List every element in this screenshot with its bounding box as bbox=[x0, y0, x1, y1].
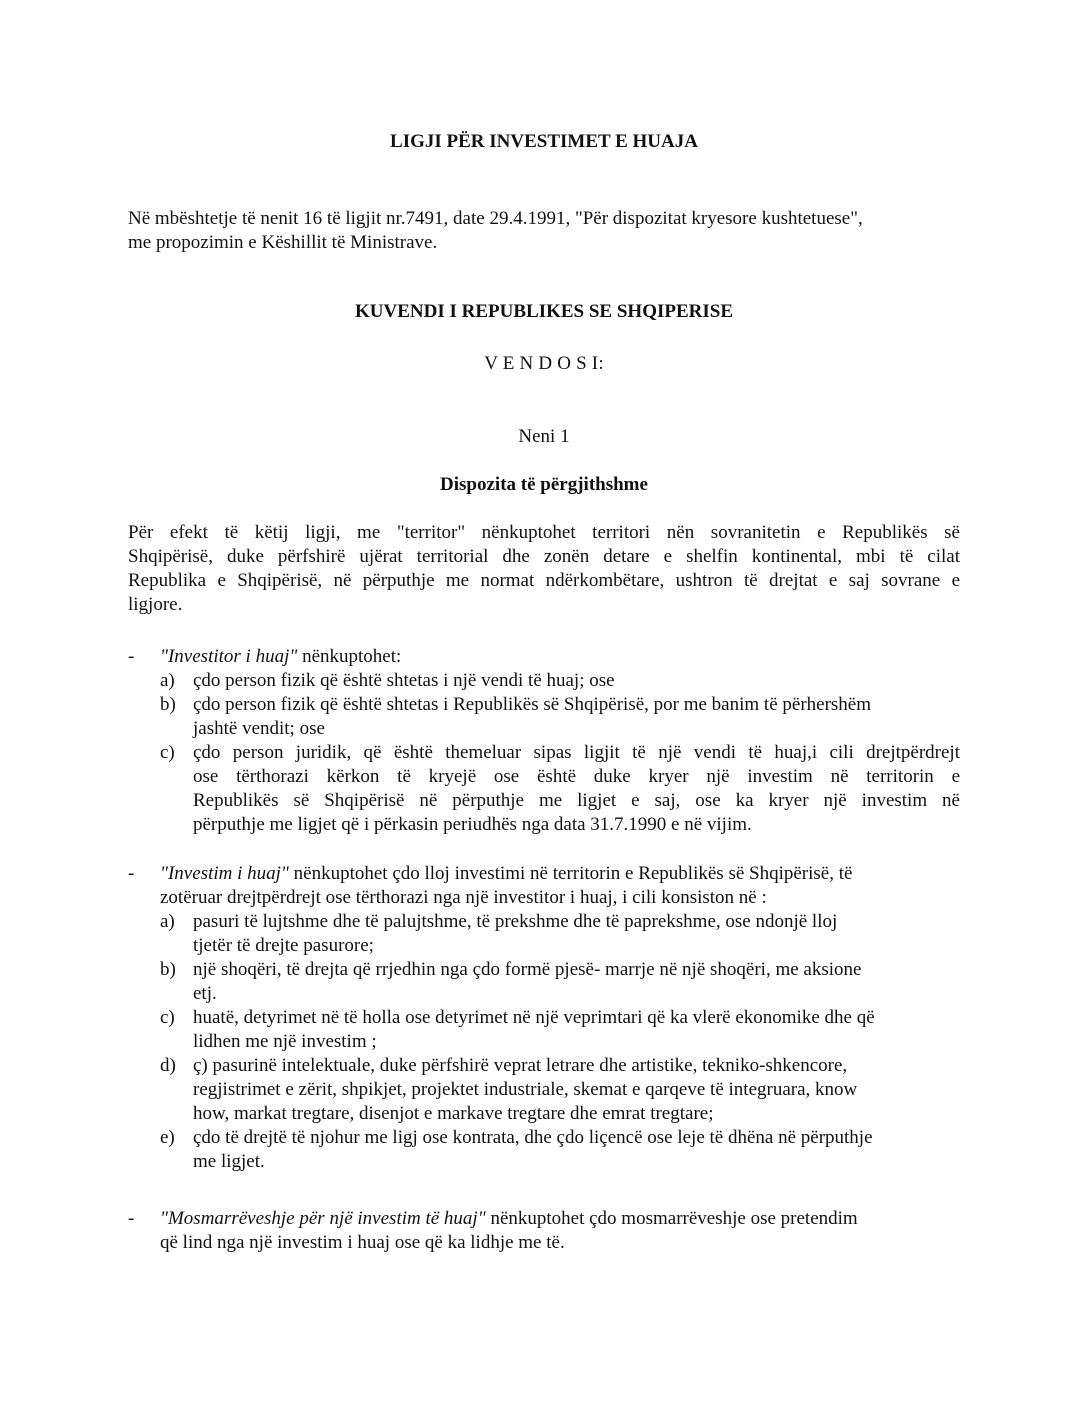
list-item bbox=[160, 741, 960, 837]
document-title: LIGJI PËR INVESTIMET E HUAJA bbox=[390, 131, 698, 152]
definition-line bbox=[160, 645, 960, 669]
list-label: b) bbox=[160, 694, 176, 715]
article-number: Neni 1 bbox=[518, 426, 570, 447]
assembly-heading: KUVENDI I REPUBLIKES SE SHQIPERISE bbox=[355, 301, 733, 322]
definition-line: zotëruar drejtpërdrejt ose tërthorazi nga një investitor i huaj, i cili konsiston në : bbox=[160, 887, 767, 908]
intro-line: Në mbështetje të nenit 16 të ligjit nr.7491, date 29.4.1991, "Për dispozitat kryesore kushtetuese", bbox=[128, 208, 863, 229]
dash-bullet: - bbox=[128, 1208, 135, 1229]
list-item bbox=[160, 693, 960, 741]
list-text: çdo person fizik që është shtetas i Republikës së Shqipërisë, por me banim të përhershëm bbox=[193, 694, 872, 715]
list-text: how, markat tregtare, disenjot e markave tregtare dhe emrat tregtare; bbox=[193, 1103, 714, 1124]
definition-line: që lind nga një investim i huaj ose që ka lidhje me të. bbox=[160, 1232, 565, 1253]
list-label: a) bbox=[160, 911, 175, 932]
definition-foreign-investment bbox=[128, 862, 960, 1174]
list-label: b) bbox=[160, 959, 176, 980]
list-text: regjistrimet e zërit, shpikjet, projektet industriale, skemat e qarqeve të integruara, know bbox=[193, 1079, 858, 1100]
list-item bbox=[160, 1054, 960, 1126]
definition-text: nënkuptohet çdo lloj investimi në territorin e Republikës së Shqipërisë, të bbox=[288, 863, 853, 884]
list-label: c) bbox=[160, 1007, 175, 1028]
list-text: huatë, detyrimet në të holla ose detyrimet në një veprimtari që ka vlerë ekonomike dhe që bbox=[193, 1007, 875, 1028]
territory-paragraph bbox=[128, 521, 960, 617]
decides-heading: V E N D O S I: bbox=[484, 353, 604, 374]
list-text: përputhje me ligjet që i përkasin periudhës nga data 31.7.1990 e në vijim. bbox=[193, 814, 752, 835]
defined-term: "Investim i huaj" bbox=[160, 863, 289, 884]
list-label: d) bbox=[160, 1055, 176, 1076]
list-text: ç) pasurinë intelektuale, duke përfshirë veprat letrare dhe artistike, tekniko-shkencore, bbox=[193, 1055, 848, 1076]
dash-bullet: - bbox=[128, 863, 135, 884]
list-label: e) bbox=[160, 1127, 175, 1148]
intro-line: me propozimin e Këshillit të Ministrave. bbox=[128, 232, 438, 253]
list-text: lidhen me një investim ; bbox=[193, 1031, 377, 1052]
article-heading: Dispozita të përgjithshme bbox=[440, 474, 648, 495]
defined-term: "Mosmarrëveshje për një investim të huaj" bbox=[160, 1208, 486, 1229]
paragraph-line: Shqipërisë, duke përfshirë ujërat territorial dhe zonën detare e shelfin kontinental, mbi të cilat bbox=[128, 546, 960, 567]
list-text: etj. bbox=[193, 983, 217, 1004]
list-text: çdo person juridik, që është themeluar sipas ligjit të një vendi të huaj,i cili drejtpërdrejt bbox=[193, 742, 960, 763]
list-label: c) bbox=[160, 742, 175, 763]
list-text: ose tërthorazi kërkon të kryejë ose është duke kryer një investim në territorin e bbox=[193, 766, 960, 787]
list-text: pasuri të lujtshme dhe të palujtshme, të prekshme dhe të paprekshme, ose ndonjë lloj bbox=[193, 911, 838, 932]
list-item bbox=[160, 669, 960, 693]
list-item bbox=[160, 958, 960, 1006]
definition-text: nënkuptohet çdo mosmarrëveshje ose pretendim bbox=[485, 1208, 858, 1229]
list-text: tjetër të drejte pasurore; bbox=[193, 935, 374, 956]
dash-bullet: - bbox=[128, 646, 135, 667]
definition-line bbox=[160, 862, 960, 886]
definition-text: nënkuptohet: bbox=[297, 646, 402, 667]
list-item bbox=[160, 910, 960, 958]
list-label: a) bbox=[160, 670, 175, 691]
defined-term: "Investitor i huaj" bbox=[160, 646, 298, 667]
list-item bbox=[160, 1126, 960, 1174]
list-text: çdo të drejtë të njohur me ligj ose kontrata, dhe çdo liçencë ose leje të dhëna në përputhje bbox=[193, 1127, 873, 1148]
intro-paragraph bbox=[128, 207, 960, 255]
list-text: jashtë vendit; ose bbox=[193, 718, 325, 739]
list-text: Republikës së Shqipërisë në përputhje me ligjet e saj, ose ka kryer një investim në bbox=[193, 790, 960, 811]
list-text: me ligjet. bbox=[193, 1151, 265, 1172]
definition-foreign-investor bbox=[128, 645, 960, 837]
definition-line bbox=[160, 1207, 960, 1231]
paragraph-line: Për efekt të këtij ligji, me "territor" nënkuptohet territori nën sovranitetin e Republikës së bbox=[128, 522, 960, 543]
list-item bbox=[160, 1006, 960, 1054]
list-text: çdo person fizik që është shtetas i një vendi të huaj; ose bbox=[193, 670, 615, 691]
paragraph-line: ligjore. bbox=[128, 594, 183, 615]
paragraph-line: Republika e Shqipërisë, në përputhje me normat ndërkombëtare, ushtron të drejtat e saj sovrane e bbox=[128, 570, 960, 591]
definition-investment-dispute bbox=[128, 1207, 960, 1255]
list-text: një shoqëri, të drejta që rrjedhin nga çdo formë pjesë- marrje në një shoqëri, me aksione bbox=[193, 959, 862, 980]
